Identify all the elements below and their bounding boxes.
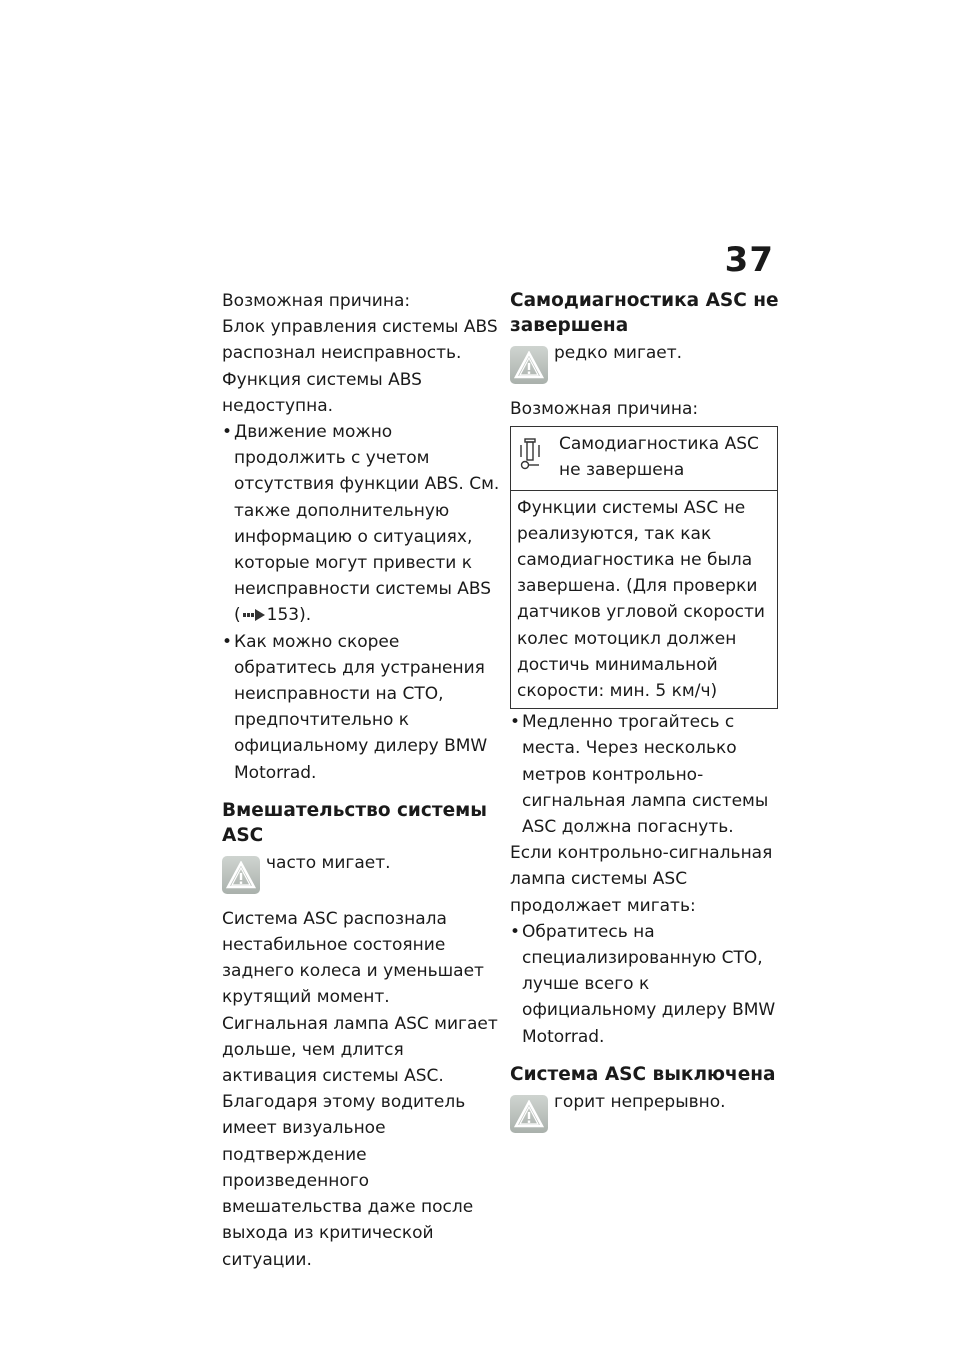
- section-heading-selfdiag: Самодиагностика ASC не завершена: [510, 290, 779, 336]
- warning-triangle-icon: [510, 346, 548, 384]
- cause-label: Возможная причина:: [510, 399, 699, 419]
- section-heading-asc-intervention: Вмешательство системы ASC: [222, 799, 487, 846]
- right-column: [510, 288, 788, 1133]
- info-box-header: [511, 427, 777, 490]
- asc-intervention-text: Система ASC распознала нестабильное состояние заднего колеса и уменьшает крутящий момент. Сигнальная лампа ASC мигает дольше, чем длится активация системы ASC. Благодаря этому водитель имеет визуальное подтверждение произведенного вмешательства даже после выхода из критической ситуации.: [222, 908, 498, 1270]
- lamp-status-text: горит непрерывно.: [554, 1091, 726, 1112]
- bullet-text: Как можно скорее обратитесь для устранения неисправности на СТО, предпочтительно к официальному дилеру BMW Motorrad.: [234, 631, 488, 783]
- bullet-text: Обратитесь на специализированную СТО, лучше всего к официальному дилеру BMW Motorrad.: [522, 921, 776, 1047]
- warning-lamp-row: [510, 340, 788, 384]
- page-reference[interactable]: 153: [266, 605, 300, 626]
- bullet-text: Медленно трогайтесь с места. Через несколько метров контрольно-сигнальная лампа системы ASC должна погаснуть.: [522, 712, 769, 838]
- bullet-text: Движение можно продолжить с учетом отсутствия функции ABS. См. также дополнительную информацию о ситуациях, которые могут привести к неисправности системы ABS (: [234, 422, 500, 626]
- info-box-body: Функции системы ASC не реализуются, так как самодиагностика не была завершена. (Для проверки датчиков угловой скорости колес мотоцикл должен достичь минимальной скорости: мин. 5 км/ч): [517, 497, 765, 702]
- warning-triangle-icon: [510, 1095, 548, 1133]
- warning-triangle-icon: [222, 856, 260, 894]
- info-box: [510, 426, 778, 709]
- list-item: • Обратитесь на специализированную СТО, лучше всего к официальному дилеру BMW Motorrad.: [510, 919, 788, 1050]
- list-item: • Как можно скорее обратитесь для устранения неисправности на СТО, предпочтительно к официальному дилеру BMW Motorrad.: [222, 629, 500, 786]
- section-heading-asc-off: Система ASC выключена: [510, 1063, 776, 1085]
- lamp-status-text: часто мигает.: [266, 852, 391, 873]
- page-number: 37: [724, 240, 774, 280]
- lamp-status-text: редко мигает.: [554, 343, 683, 363]
- diagnostic-icon: [517, 431, 559, 483]
- abs-fault-text: Блок управления системы ABS распознал неисправность. Функция системы ABS недоступна.: [222, 317, 498, 416]
- cause-label: Возможная причина:: [222, 291, 411, 311]
- still-flashing-text: Если контрольно-сигнальная лампа системы ASC продолжает мигать:: [510, 843, 773, 916]
- warning-lamp-row: [510, 1089, 788, 1133]
- info-box-title: Самодиагностика ASC не завершена: [559, 434, 759, 481]
- left-column: [222, 288, 500, 1273]
- list-item: • Медленно трогайтесь с места. Через несколько метров контрольно-сигнальная лампа системы ASC должна погаснуть.: [510, 709, 788, 840]
- page-reference-arrow-icon: [243, 609, 265, 621]
- list-item: • Движение можно продолжить с учетом отсутствия функции ABS. См. также дополнительную информацию о ситуациях, которые могут привести к неисправности системы ABS ( 153).: [222, 422, 500, 626]
- warning-lamp-row: [222, 850, 500, 894]
